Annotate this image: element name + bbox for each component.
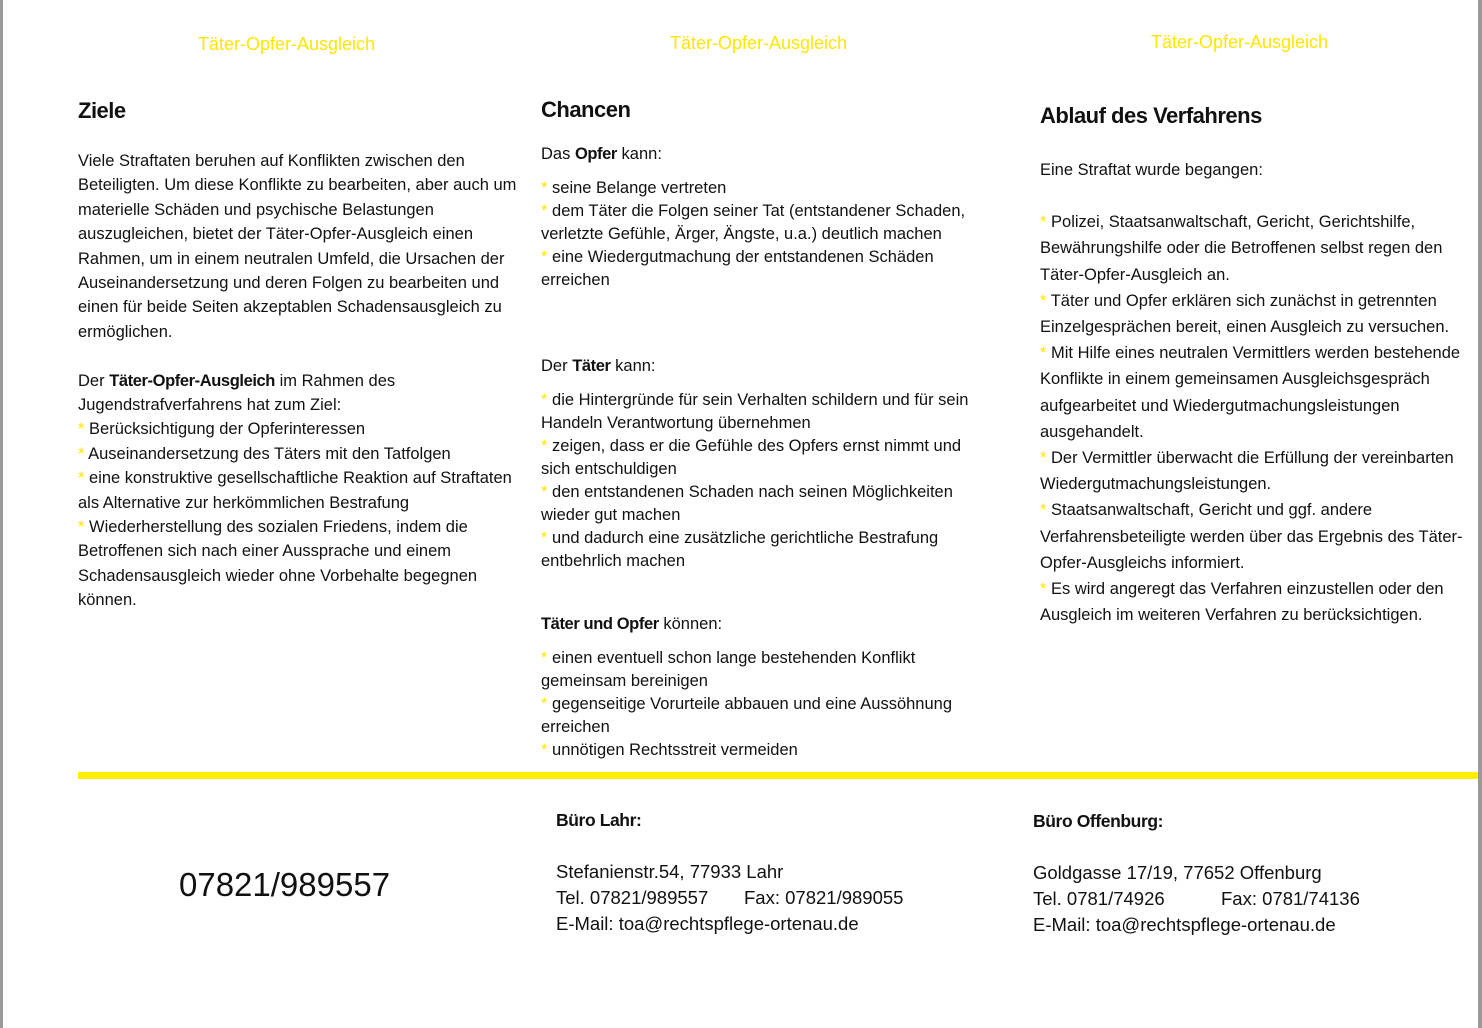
office-offenburg-email[interactable]: E-Mail: toa@rechtspflege-ortenau.de — [1033, 914, 1336, 935]
list-item-text: den entstandenen Schaden nach seinen Möglichkeiten wieder gut machen — [541, 483, 953, 524]
list-item-text: zeigen, dass er die Gefühle des Opfers ernst nimmt und sich entschuldigen — [541, 437, 962, 478]
list-item-text: Wiederherstellung des sozialen Friedens, indem die Betroffenen sich nach einer Aussprache und einem Schadensausgleich wieder ohne Vorbehalte begegnen können. — [78, 518, 478, 610]
list-item-text: Mit Hilfe eines neutralen Vermittlers werden bestehende Konflikte in einem gemeinsamen Ausgleichsgespräch aufgearbeitet und Wiedergutmachungsleistungen ausgehandelt. — [1040, 344, 1461, 441]
office-lahr-tel: Tel. 07821/989557 — [556, 887, 709, 908]
beide-group — [541, 613, 986, 762]
group-bold: Täter — [572, 357, 611, 375]
bullet-star-icon: * — [78, 444, 85, 463]
list-item — [78, 417, 523, 441]
office-offenburg-address: Goldgasse 17/19, 77652 Offenburg — [1033, 862, 1322, 883]
yellow-divider — [78, 772, 1478, 779]
list-item — [541, 246, 986, 292]
list-item — [541, 693, 986, 739]
list-item-text: Der Vermittler überwacht die Erfüllung der vereinbarten Wiedergutmachungsleistungen. — [1040, 449, 1454, 494]
bullet-star-icon: * — [1040, 501, 1047, 520]
list-item — [541, 200, 986, 246]
group-title — [541, 613, 986, 636]
list-item — [541, 739, 986, 762]
bullet-star-icon: * — [541, 529, 548, 547]
list-item — [541, 177, 986, 200]
phone-number-large: 07821/989557 — [179, 866, 391, 903]
office-lahr-title: Büro Lahr: — [556, 810, 642, 830]
list-item — [541, 435, 986, 481]
office-offenburg-title: Büro Offenburg: — [1033, 811, 1164, 831]
bullet-star-icon: * — [78, 469, 85, 488]
list-item — [541, 647, 986, 693]
office-lahr-address: Stefanienstr.54, 77933 Lahr — [556, 861, 784, 882]
group-bold: Täter und Opfer — [541, 615, 659, 633]
goal-suffix: im Rahmen des Jugendstrafverfahrens hat zum Ziel: — [78, 371, 396, 415]
bullet-star-icon: * — [541, 202, 548, 220]
goal-bold: Täter-Opfer-Ausgleich — [109, 371, 275, 390]
list-item — [1040, 497, 1477, 576]
taeter-group — [541, 355, 986, 573]
bullet-star-icon: * — [1040, 291, 1047, 310]
bullet-star-icon: * — [1040, 580, 1047, 599]
heading-ablauf: Ablauf des Verfahrens — [1040, 103, 1262, 128]
col3-body — [1040, 157, 1477, 628]
office-lahr-email[interactable]: E-Mail: toa@rechtspflege-ortenau.de — [556, 913, 859, 934]
group-suffix: können: — [663, 615, 723, 633]
list-item-text: Berücksichtigung der Opferinteressen — [89, 420, 366, 439]
group-title — [541, 143, 986, 166]
bullet-star-icon: * — [541, 741, 548, 759]
group-bold: Opfer — [574, 145, 617, 163]
list-item-text: Polizei, Staatsanwaltschaft, Gericht, Gerichtshilfe, Bewährungshilfe oder die Betroffenen selbst regen den Täter-Opfer-Ausgleich an. — [1040, 213, 1443, 284]
bullet-star-icon: * — [541, 248, 548, 266]
bullet-star-icon: * — [78, 420, 85, 439]
bullet-star-icon: * — [541, 695, 548, 713]
bullet-star-icon: * — [541, 483, 548, 501]
col1-body — [78, 149, 523, 613]
list-item-text: seine Belange vertreten — [552, 179, 727, 197]
list-item-text: eine Wiedergutmachung der entstandenen Schäden erreichen — [541, 248, 934, 289]
col1-intro: Viele Straftaten beruhen auf Konflikten zwischen den Beteiligten. Um diese Konflikte zu bearbeiten, aber auch um materielle Schäden und psychische Belastungen auszugleichen, bietet der Täter-Opfer-Ausgleich einen Rahmen, um in einem neutralen Umfeld, die Ursachen der Auseinandersetzung und deren Folgen zu bearbeiten und einen für beide Seiten akzeptablen Schadensausgleich zu ermöglichen. — [78, 152, 517, 341]
group-suffix: kann: — [621, 145, 662, 163]
office-offenburg-tel: Tel. 0781/74926 — [1033, 888, 1165, 909]
office-offenburg-fax: Fax: 0781/74136 — [1221, 888, 1360, 909]
bullet-star-icon: * — [1040, 344, 1047, 363]
column-header-2: Täter-Opfer-Ausgleich — [670, 33, 848, 53]
list-item — [541, 527, 986, 573]
list-item-text: einen eventuell schon lange bestehenden Konflikt gemeinsam bereinigen — [541, 649, 916, 690]
group-suffix: kann: — [615, 357, 656, 375]
list-item-text: und dadurch eine zusätzliche gerichtliche Bestrafung entbehrlich machen — [541, 529, 939, 570]
bullet-star-icon: * — [541, 649, 548, 667]
bullet-star-icon: * — [541, 437, 548, 455]
office-lahr-fax: Fax: 07821/989055 — [744, 887, 904, 908]
bullet-star-icon: * — [541, 179, 548, 197]
col1-goal-line — [78, 369, 523, 418]
bullet-star-icon: * — [541, 391, 548, 409]
group-prefix: Das — [541, 145, 571, 163]
list-item — [1040, 340, 1477, 445]
bullet-star-icon: * — [1040, 449, 1047, 468]
list-item — [1040, 209, 1477, 288]
list-item-text: die Hintergründe für sein Verhalten schildern und für sein Handeln Verantwortung übernehmen — [541, 391, 969, 432]
bullet-star-icon: * — [1040, 213, 1047, 232]
heading-chancen: Chancen — [541, 97, 631, 122]
column-header-3: Täter-Opfer-Ausgleich — [1151, 32, 1329, 52]
list-item — [541, 389, 986, 435]
heading-ziele: Ziele — [78, 98, 126, 123]
col3-intro: Eine Straftat wurde begangen: — [1040, 161, 1263, 179]
list-item-text: Es wird angeregt das Verfahren einzustellen oder den Ausgleich im weiteren Verfahren zu berücksichtigen. — [1040, 580, 1444, 625]
list-item — [78, 442, 523, 466]
opfer-group — [541, 143, 986, 292]
column-header-1: Täter-Opfer-Ausgleich — [198, 34, 376, 54]
bullet-star-icon: * — [78, 518, 85, 537]
list-item-text: eine konstruktive gesellschaftliche Reaktion auf Straftaten als Alternative zur herkömmlichen Bestrafung — [78, 469, 512, 512]
group-prefix: Der — [541, 357, 568, 375]
list-item-text: Staatsanwaltschaft, Gericht und ggf. andere Verfahrensbeteiligte werden über das Ergebnis des Täter-Opfer-Ausgleichs informiert. — [1040, 501, 1463, 572]
page-border-left — [0, 0, 3, 1028]
list-item — [1040, 576, 1477, 628]
list-item — [78, 466, 523, 515]
group-title — [541, 355, 986, 378]
list-item-text: Täter und Opfer erklären sich zunächst in getrennten Einzelgesprächen bereit, einen Ausgleich zu versuchen. — [1040, 291, 1450, 337]
list-item — [1040, 288, 1477, 340]
list-item-text: gegenseitige Vorurteile abbauen und eine Aussöhnung erreichen — [541, 695, 953, 736]
list-item — [78, 515, 523, 613]
list-item — [1040, 445, 1477, 497]
list-item-text: unnötigen Rechtsstreit vermeiden — [552, 741, 798, 759]
list-item-text: Auseinandersetzung des Täters mit den Tatfolgen — [88, 444, 451, 463]
goal-prefix: Der — [78, 371, 105, 390]
page-border-right — [1478, 0, 1482, 1028]
list-item-text: dem Täter die Folgen seiner Tat (entstandener Schaden, verletzte Gefühle, Ärger, Ängste, u.a.) deutlich machen — [541, 202, 966, 243]
list-item — [541, 481, 986, 527]
